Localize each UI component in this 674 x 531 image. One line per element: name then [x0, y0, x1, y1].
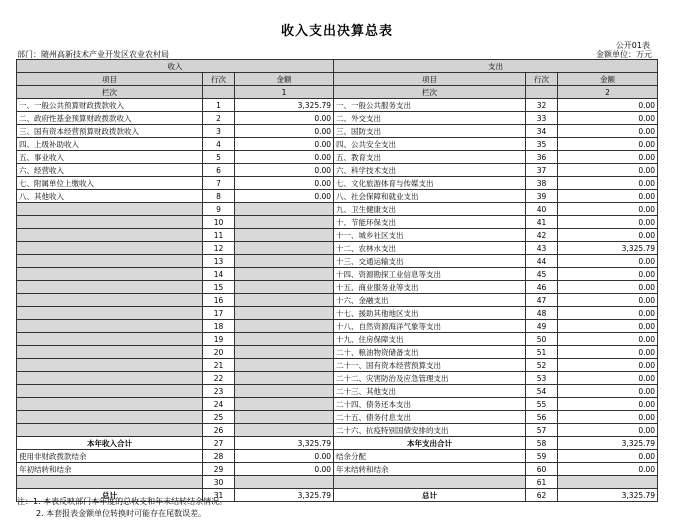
footnotes: [17, 496, 227, 520]
expense-row-number: 42: [526, 229, 558, 242]
expense-item-cell: 十六、金融支出: [334, 294, 526, 307]
expense-item-cell: 十八、自然资源海洋气象等支出: [334, 320, 526, 333]
expense-row-number: 37: [526, 164, 558, 177]
table-row: [17, 112, 658, 125]
income-item-cell: 七、附属单位上缴收入: [17, 177, 203, 190]
expense-col-blank: [526, 86, 558, 99]
income-section-header: 收入: [17, 60, 334, 73]
expense-amount-cell: 0.00: [558, 268, 658, 281]
income-item-cell: [17, 203, 203, 216]
income-item-cell: [17, 294, 203, 307]
expense-row-number: 57: [526, 424, 558, 437]
expense-row-number: 44: [526, 255, 558, 268]
expense-amount-cell: 0.00: [558, 229, 658, 242]
table-row: [17, 281, 658, 294]
expense-row-number: 43: [526, 242, 558, 255]
income-expense-table: [16, 59, 658, 502]
table-row: [17, 99, 658, 112]
income-row-number: 14: [203, 268, 235, 281]
income-col-label: 栏次: [17, 86, 203, 99]
expense-item-cell: 年末结转和结余: [334, 463, 526, 476]
expense-amount-cell: 3,325.79: [558, 437, 658, 450]
table-row: [17, 151, 658, 164]
expense-row-number: 41: [526, 216, 558, 229]
income-row-number: 20: [203, 346, 235, 359]
expense-row-number: 51: [526, 346, 558, 359]
table-row: [17, 346, 658, 359]
expense-row-number: 56: [526, 411, 558, 424]
income-row-number: 25: [203, 411, 235, 424]
income-row-number: 10: [203, 216, 235, 229]
expense-row-number: 62: [526, 489, 558, 502]
income-item-cell: [17, 216, 203, 229]
table-row: [17, 372, 658, 385]
header-row-columns: [17, 73, 658, 86]
expense-amount-cell: 3,325.79: [558, 489, 658, 502]
footnote-2: 2. 本套报表金额单位转换时可能存在尾数误差。: [36, 509, 207, 518]
expense-row-number: 34: [526, 125, 558, 138]
expense-amount-cell: [558, 476, 658, 489]
income-amount-cell: [235, 307, 334, 320]
expense-item-cell: 二十五、债务付息支出: [334, 411, 526, 424]
expense-item-cell: 十二、农林水支出: [334, 242, 526, 255]
income-amount-cell: [235, 411, 334, 424]
expense-row-number: 47: [526, 294, 558, 307]
expense-amount-cell: 0.00: [558, 99, 658, 112]
expense-amount-cell: 0.00: [558, 333, 658, 346]
table-row: [17, 359, 658, 372]
table-number: 公开01表: [615, 41, 650, 50]
department-label: 部门：随州高新技术产业开发区农业农村局: [17, 50, 169, 59]
expense-row-number: 61: [526, 476, 558, 489]
income-row-number: 22: [203, 372, 235, 385]
income-amount-cell: [235, 333, 334, 346]
expense-row-number: 38: [526, 177, 558, 190]
income-item-cell: 五、事业收入: [17, 151, 203, 164]
table-row: [17, 177, 658, 190]
header-row-sections: [17, 60, 658, 73]
income-item-cell: [17, 424, 203, 437]
expense-row-number: 39: [526, 190, 558, 203]
income-row-number: 13: [203, 255, 235, 268]
income-row-number: 16: [203, 294, 235, 307]
expense-amount-cell: 0.00: [558, 411, 658, 424]
footnote-1: 注：1. 本表反映部门本年度的总收支和年末结转结余情况。: [17, 497, 228, 506]
table-row: [17, 268, 658, 281]
income-item-cell: 四、上级补助收入: [17, 138, 203, 151]
income-row-number: 12: [203, 242, 235, 255]
income-row-number: 29: [203, 463, 235, 476]
income-row-number: 6: [203, 164, 235, 177]
income-row-number: 17: [203, 307, 235, 320]
income-item-cell: [17, 268, 203, 281]
income-item-cell: 二、政府性基金预算财政拨款收入: [17, 112, 203, 125]
income-row-number: 31: [203, 489, 235, 502]
expense-item-header: 项目: [334, 73, 526, 86]
table-row: [17, 424, 658, 437]
income-amount-cell: 0.00: [235, 190, 334, 203]
income-row-number: 23: [203, 385, 235, 398]
expense-row-number: 52: [526, 359, 558, 372]
income-amount-cell: [235, 216, 334, 229]
expense-item-cell: 十九、住房保障支出: [334, 333, 526, 346]
expense-amount-cell: 0.00: [558, 151, 658, 164]
income-amount-cell: 0.00: [235, 125, 334, 138]
table-row: [17, 450, 658, 463]
expense-item-cell: 二十三、其他支出: [334, 385, 526, 398]
table-row: [17, 216, 658, 229]
income-item-cell: [17, 255, 203, 268]
table-row: [17, 229, 658, 242]
expense-amount-cell: 0.00: [558, 125, 658, 138]
expense-amount-header: 金额: [558, 73, 658, 86]
income-item-cell: 一、一般公共预算财政拨款收入: [17, 99, 203, 112]
expense-item-cell: 二十二、灾害防治及应急管理支出: [334, 372, 526, 385]
expense-item-cell: 二十、粮油物资储备支出: [334, 346, 526, 359]
expense-item-cell: 本年支出合计: [334, 437, 526, 450]
expense-row-number: 33: [526, 112, 558, 125]
header-row-column-index: [17, 86, 658, 99]
income-amount-cell: 3,325.79: [235, 99, 334, 112]
income-item-cell: 年初结转和结余: [17, 463, 203, 476]
income-amount-cell: [235, 320, 334, 333]
amount-unit-label: 金额单位：万元: [596, 50, 652, 59]
table-row: [17, 411, 658, 424]
expense-amount-cell: 3,325.79: [558, 242, 658, 255]
income-item-cell: [17, 385, 203, 398]
income-row-number: 26: [203, 424, 235, 437]
table-row: [17, 307, 658, 320]
expense-row-number: 59: [526, 450, 558, 463]
expense-row-number: 49: [526, 320, 558, 333]
table-row: [17, 255, 658, 268]
expense-col-label: 栏次: [334, 86, 526, 99]
table-row: [17, 164, 658, 177]
expense-amount-cell: 0.00: [558, 424, 658, 437]
income-amount-cell: [235, 294, 334, 307]
expense-row-number: 58: [526, 437, 558, 450]
expense-amount-cell: 0.00: [558, 203, 658, 216]
table-row: [17, 242, 658, 255]
income-item-cell: [17, 281, 203, 294]
income-item-cell: [17, 333, 203, 346]
expense-item-cell: 十四、资源勘探工业信息等支出: [334, 268, 526, 281]
expense-item-cell: 四、公共安全支出: [334, 138, 526, 151]
expense-row-number: 46: [526, 281, 558, 294]
subtotal-row: [17, 437, 658, 450]
income-item-cell: 三、国有资本经营预算财政拨款收入: [17, 125, 203, 138]
income-amount-cell: [235, 398, 334, 411]
expense-item-cell: 五、教育支出: [334, 151, 526, 164]
expense-amount-cell: 0.00: [558, 463, 658, 476]
expense-item-cell: 八、社会保障和就业支出: [334, 190, 526, 203]
expense-item-cell: 二十四、债务还本支出: [334, 398, 526, 411]
income-item-header: 项目: [17, 73, 203, 86]
expense-item-cell: [334, 476, 526, 489]
expense-rowno-header: 行次: [526, 73, 558, 86]
table-row: [17, 463, 658, 476]
income-item-cell: [17, 411, 203, 424]
expense-amount-cell: 0.00: [558, 112, 658, 125]
income-item-cell: [17, 307, 203, 320]
income-amount-cell: [235, 242, 334, 255]
table-row: [17, 398, 658, 411]
income-amount-cell: [235, 255, 334, 268]
income-amount-cell: 0.00: [235, 164, 334, 177]
table-row: [17, 203, 658, 216]
expense-row-number: 40: [526, 203, 558, 216]
income-amount-cell: 0.00: [235, 112, 334, 125]
expense-row-number: 50: [526, 333, 558, 346]
expense-item-cell: 总计: [334, 489, 526, 502]
expense-amount-cell: 0.00: [558, 398, 658, 411]
income-amount-cell: [235, 268, 334, 281]
income-amount-cell: 3,325.79: [235, 437, 334, 450]
expense-amount-cell: 0.00: [558, 164, 658, 177]
expense-row-number: 53: [526, 372, 558, 385]
income-col-blank: [203, 86, 235, 99]
expense-amount-cell: 0.00: [558, 177, 658, 190]
expense-section-header: 支出: [334, 60, 658, 73]
income-amount-cell: 0.00: [235, 177, 334, 190]
income-item-cell: 总计: [17, 489, 203, 502]
expense-row-number: 36: [526, 151, 558, 164]
income-row-number: 9: [203, 203, 235, 216]
income-row-number: 28: [203, 450, 235, 463]
income-amount-header: 金额: [235, 73, 334, 86]
expense-amount-cell: 0.00: [558, 372, 658, 385]
income-item-cell: [17, 229, 203, 242]
expense-item-cell: 九、卫生健康支出: [334, 203, 526, 216]
income-row-number: 3: [203, 125, 235, 138]
expense-amount-cell: 0.00: [558, 346, 658, 359]
expense-amount-cell: 0.00: [558, 359, 658, 372]
expense-amount-cell: 0.00: [558, 385, 658, 398]
income-amount-cell: 0.00: [235, 138, 334, 151]
income-amount-cell: [235, 229, 334, 242]
expense-item-cell: 十七、援助其他地区支出: [334, 307, 526, 320]
report-title: 收入支出决算总表: [280, 24, 393, 39]
income-amount-cell: [235, 281, 334, 294]
income-row-number: 4: [203, 138, 235, 151]
expense-item-cell: 十一、城乡社区支出: [334, 229, 526, 242]
income-row-number: 24: [203, 398, 235, 411]
income-row-number: 7: [203, 177, 235, 190]
income-row-number: 11: [203, 229, 235, 242]
income-item-cell: 使用非财政拨款结余: [17, 450, 203, 463]
table-row: [17, 294, 658, 307]
expense-item-cell: 十五、商业服务业等支出: [334, 281, 526, 294]
income-item-cell: 八、其他收入: [17, 190, 203, 203]
expense-item-cell: 二十一、国有资本经营预算支出: [334, 359, 526, 372]
income-item-cell: 本年收入合计: [17, 437, 203, 450]
income-amount-cell: 0.00: [235, 463, 334, 476]
table-row: [17, 138, 658, 151]
income-col-index: 1: [235, 86, 334, 99]
income-item-cell: 六、经营收入: [17, 164, 203, 177]
expense-amount-cell: 0.00: [558, 281, 658, 294]
expense-amount-cell: 0.00: [558, 190, 658, 203]
income-amount-cell: [235, 359, 334, 372]
expense-item-cell: 十三、交通运输支出: [334, 255, 526, 268]
income-row-number: 19: [203, 333, 235, 346]
expense-row-number: 54: [526, 385, 558, 398]
income-row-number: 2: [203, 112, 235, 125]
expense-item-cell: 二、外交支出: [334, 112, 526, 125]
expense-amount-cell: 0.00: [558, 138, 658, 151]
expense-amount-cell: 0.00: [558, 320, 658, 333]
income-amount-cell: [235, 346, 334, 359]
income-row-number: 5: [203, 151, 235, 164]
table-row: [17, 333, 658, 346]
expense-col-index: 2: [558, 86, 658, 99]
income-row-number: 21: [203, 359, 235, 372]
expense-amount-cell: 0.00: [558, 255, 658, 268]
income-row-number: 8: [203, 190, 235, 203]
expense-amount-cell: 0.00: [558, 307, 658, 320]
income-amount-cell: [235, 385, 334, 398]
income-row-number: 1: [203, 99, 235, 112]
table-row: [17, 385, 658, 398]
income-amount-cell: 0.00: [235, 450, 334, 463]
expense-row-number: 48: [526, 307, 558, 320]
expense-item-cell: 二十六、抗疫特别国债安排的支出: [334, 424, 526, 437]
income-row-number: 30: [203, 476, 235, 489]
income-item-cell: [17, 398, 203, 411]
income-rowno-header: 行次: [203, 73, 235, 86]
income-amount-cell: [235, 372, 334, 385]
income-item-cell: [17, 372, 203, 385]
expense-item-cell: 一、一般公共服务支出: [334, 99, 526, 112]
expense-row-number: 45: [526, 268, 558, 281]
expense-item-cell: 七、文化旅游体育与传媒支出: [334, 177, 526, 190]
income-row-number: 18: [203, 320, 235, 333]
expense-row-number: 35: [526, 138, 558, 151]
table-row: [17, 320, 658, 333]
expense-amount-cell: 0.00: [558, 216, 658, 229]
table-row: [17, 125, 658, 138]
expense-item-cell: 结余分配: [334, 450, 526, 463]
income-item-cell: [17, 320, 203, 333]
expense-amount-cell: 0.00: [558, 294, 658, 307]
income-row-number: 15: [203, 281, 235, 294]
expense-row-number: 55: [526, 398, 558, 411]
income-amount-cell: [235, 476, 334, 489]
expense-row-number: 32: [526, 99, 558, 112]
table-row: [17, 190, 658, 203]
expense-item-cell: 三、国防支出: [334, 125, 526, 138]
income-item-cell: [17, 242, 203, 255]
income-row-number: 27: [203, 437, 235, 450]
expense-item-cell: 十、节能环保支出: [334, 216, 526, 229]
income-amount-cell: [235, 424, 334, 437]
expense-amount-cell: 0.00: [558, 450, 658, 463]
income-item-cell: [17, 476, 203, 489]
table-row: [17, 476, 658, 489]
income-amount-cell: 0.00: [235, 151, 334, 164]
income-item-cell: [17, 359, 203, 372]
expense-item-cell: 六、科学技术支出: [334, 164, 526, 177]
income-item-cell: [17, 346, 203, 359]
expense-row-number: 60: [526, 463, 558, 476]
income-amount-cell: [235, 203, 334, 216]
income-amount-cell: 3,325.79: [235, 489, 334, 502]
